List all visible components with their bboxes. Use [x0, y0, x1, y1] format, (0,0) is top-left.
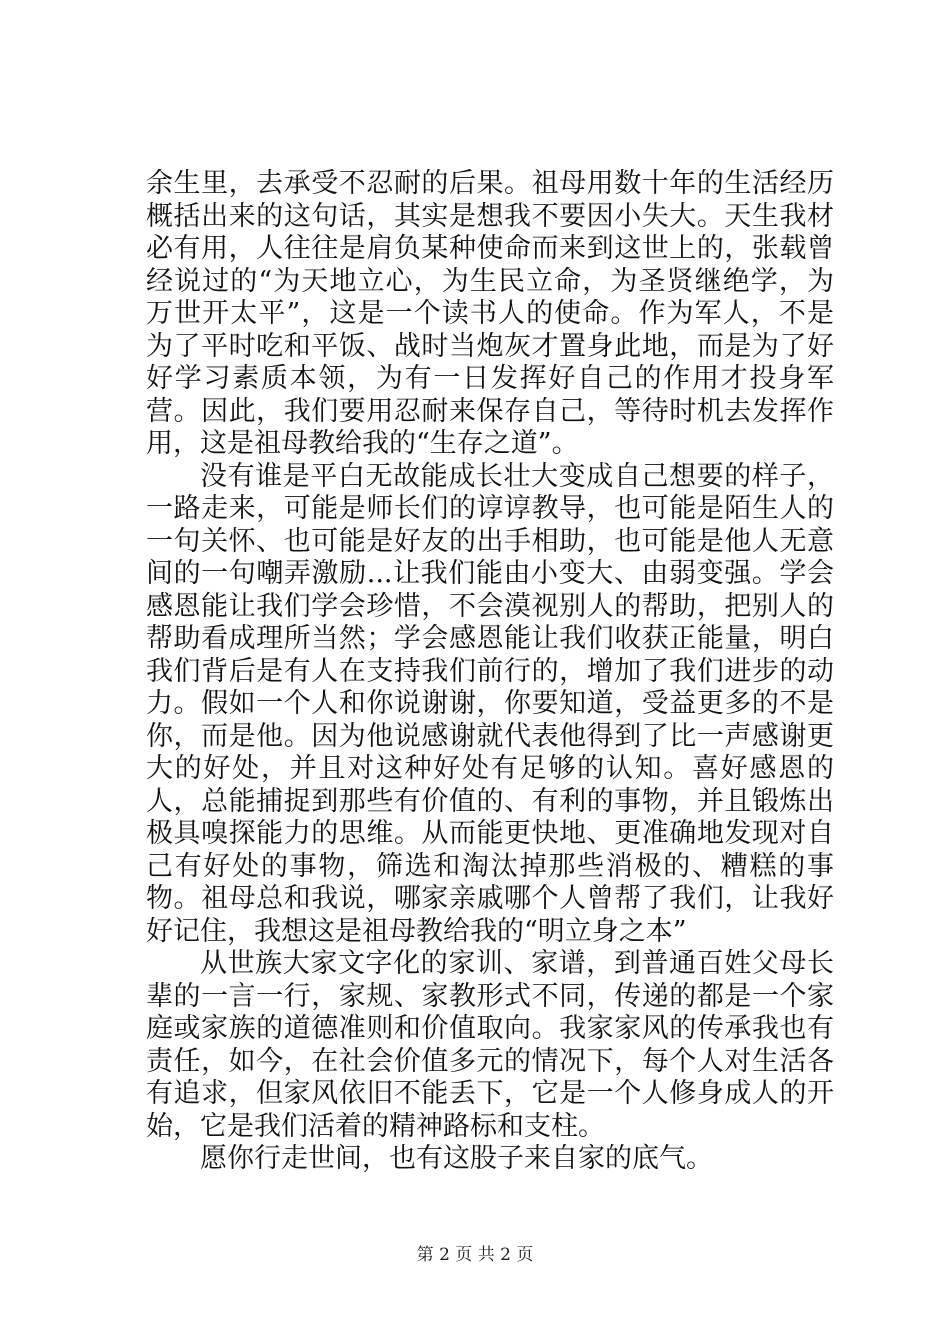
paragraph-1: 余生里，去承受不忍耐的后果。祖母用数十年的生活经历概括出来的这句话，其实是想我不要因小失大。天生我材必有用，人往往是肩负某种使命而来到这世上的，张载曾经说过的“为天地立心，为生民立命，为圣贤继绝学，为万世开太平”，这是一个读书人的使命。作为军人，不是为了平时吃和平饭、战时当炮灰才置身此地，而是为了好好学习素质本领，为有一日发挥好自己的作用才投身军营。因此，我们要用忍耐来保存自己，等待时机去发挥作用，这是祖母教给我的“生存之道”。	[146, 168, 834, 459]
paragraph-4: 愿你行走世间，也有这股子来自家的底气。	[200, 1143, 713, 1174]
document-body	[146, 168, 834, 1176]
paragraph-3: 从世族大家文字化的家训、家谱，到普通百姓父母长辈的一言一行，家规、家教形式不同，传递的都是一个家庭或家族的道德准则和价值取向。我家家风的传承我也有责任，如今，在社会价值多元的情况下，每个人对生活各有追求，但家风依旧不能丢下，它是一个人修身成人的开始，它是我们活着的精神路标和支柱。	[146, 948, 834, 1142]
page-number-footer: 第 2 页 共 2 页	[416, 1245, 534, 1265]
paragraph-2: 没有谁是平白无故能成长壮大变成自己想要的样子，一路走来，可能是师长们的谆谆教导，也可能是陌生人的一句关怀、也可能是好友的出手相助，也可能是他人无意间的一句嘲弄激励...让我们能由小变大、由弱变强。学会感恩能让我们学会珍惜，不会漠视别人的帮助，把别人的帮助看成理所当然；学会感恩能让我们收获正能量，明白我们背后是有人在支持我们前行的，增加了我们进步的动力。假如一个人和你说谢谢，你要知道，受益更多的不是你，而是他。因为他说感谢就代表他得到了比一声感谢更大的好处，并且对这种好处有足够的认知。喜好感恩的人，总能捕捉到那些有价值的、有利的事物，并且锻炼出极具嗅探能力的思维。从而能更快地、更准确地发现对自己有好处的事物，筛选和淘汰掉那些消极的、糟糕的事物。祖母总和我说，哪家亲戚哪个人曾帮了我们，让我好好记住，我想这是祖母教给我的“明立身之本”	[146, 460, 834, 947]
